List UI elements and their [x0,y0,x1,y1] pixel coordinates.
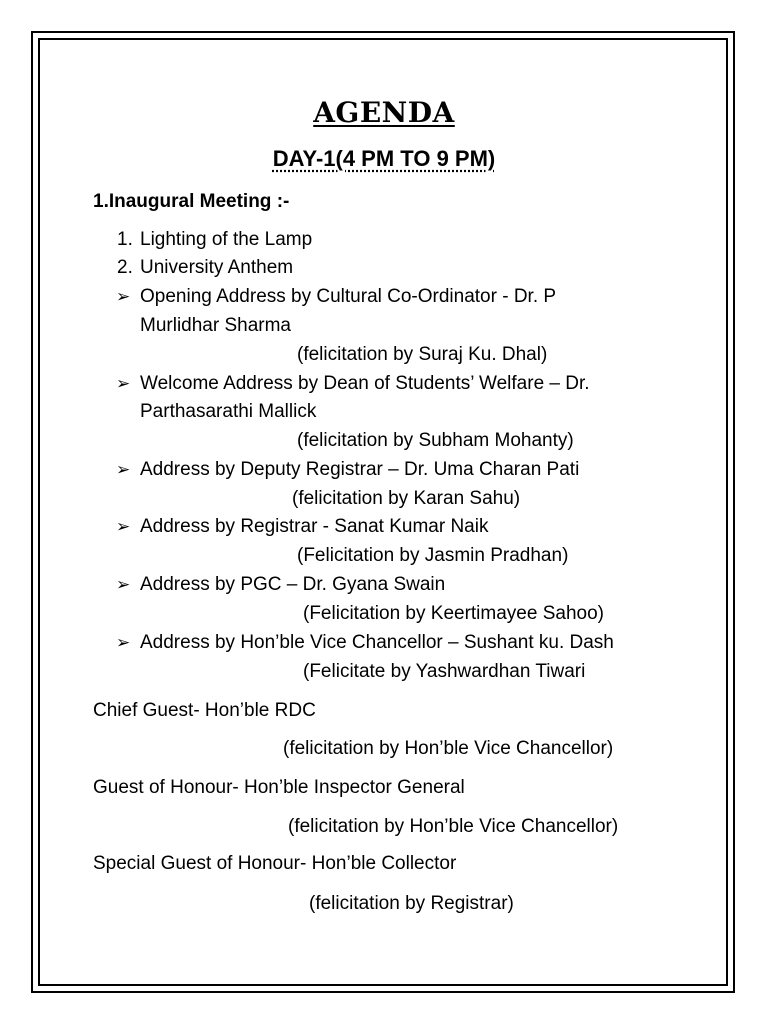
felicitation-note: (felicitation by Karan Sahu) [292,488,521,509]
felicitation-note: (felicitation by Hon’ble Vice Chancellor) [288,816,619,837]
arrow-bullet-icon: ➢ [116,460,131,479]
agenda-item-text: Address by Deputy Registrar – Dr. Uma Charan Pati [140,459,580,480]
felicitation-note: (felicitation by Hon’ble Vice Chancellor) [283,738,614,759]
felicitation-note: (Felicitation by Keertimayee Sahoo) [303,603,604,624]
list-number: 2. [117,257,133,278]
agenda-item-text: Address by Registrar - Sanat Kumar Naik [140,516,489,537]
guest-label: Chief Guest- Hon’ble RDC [93,700,316,721]
agenda-item-text: Address by PGC – Dr. Gyana Swain [140,574,446,595]
guest-label: Special Guest of Honour- Hon’ble Collector [93,853,457,874]
felicitation-note: (felicitation by Suraj Ku. Dhal) [297,344,548,365]
agenda-item-text: Address by Hon’ble Vice Chancellor – Sushant ku. Dash [140,632,614,653]
arrow-bullet-icon: ➢ [116,517,131,536]
list-number: 1. [117,229,133,250]
agenda-item-text-cont: Parthasarathi Mallick [140,401,317,422]
agenda-item-text: Welcome Address by Dean of Students’ Welfare – Dr. [140,373,590,394]
arrow-bullet-icon: ➢ [116,575,131,594]
page-title: AGENDA [313,96,455,129]
arrow-bullet-icon: ➢ [116,633,131,652]
section-heading: 1.Inaugural Meeting :- [93,191,290,212]
page-border-inner [38,38,728,986]
felicitation-note: (felicitation by Subham Mohanty) [297,430,574,451]
day-heading: DAY-1(4 PM TO 9 PM) [272,146,496,171]
felicitation-note: (Felicitation by Jasmin Pradhan) [297,545,569,566]
arrow-bullet-icon: ➢ [116,287,131,306]
agenda-item-text-cont: Murlidhar Sharma [140,315,291,336]
arrow-bullet-icon: ➢ [116,374,131,393]
list-item-text: Lighting of the Lamp [140,229,313,250]
list-item-text: University Anthem [140,257,294,278]
guest-label: Guest of Honour- Hon’ble Inspector General [93,777,465,798]
agenda-item-text: Opening Address by Cultural Co-Ordinator - Dr. P [140,286,557,307]
felicitation-note: (Felicitate by Yashwardhan Tiwari [303,661,586,682]
felicitation-note: (felicitation by Registrar) [309,893,514,914]
